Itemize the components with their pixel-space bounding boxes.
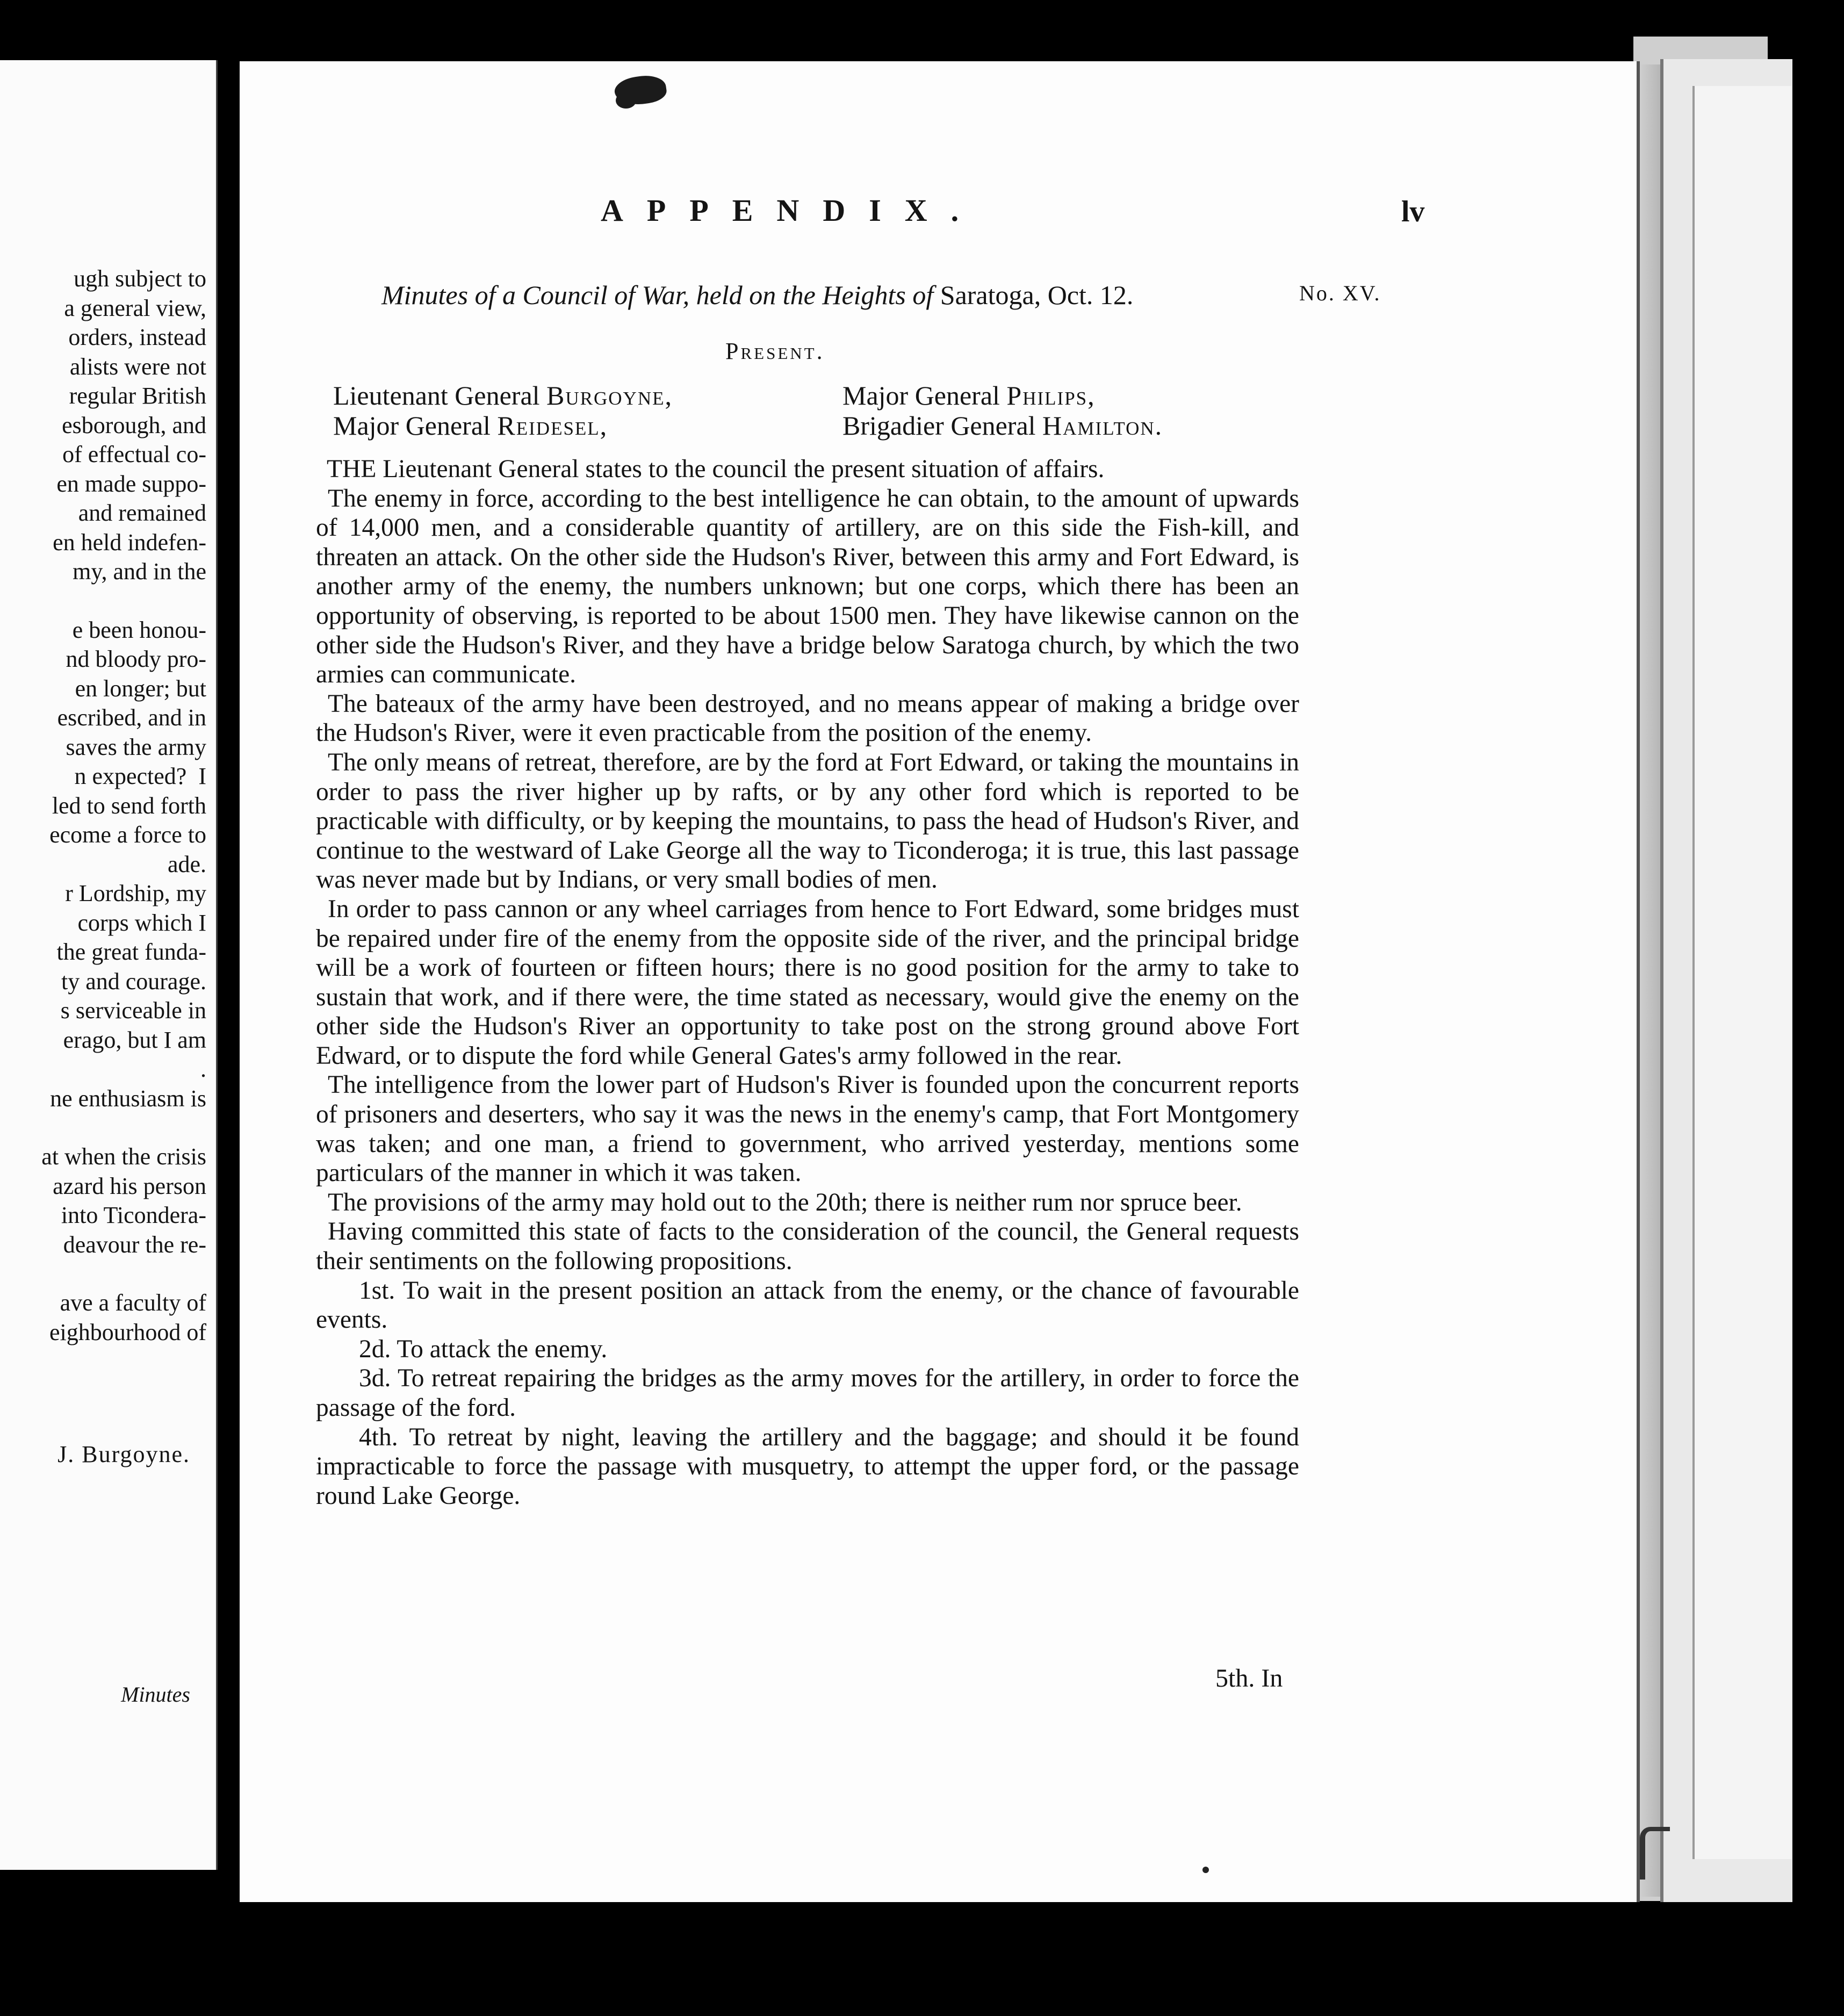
- left-page-line: and remained: [78, 500, 206, 526]
- left-page-line: ugh subject to: [74, 265, 206, 292]
- attendee-name: Burgoyne,: [546, 380, 673, 411]
- ink-speck: [1202, 1867, 1209, 1873]
- left-page-line: [0, 587, 206, 616]
- ink-blot-drop: [616, 92, 636, 109]
- attendee: [333, 380, 673, 411]
- left-page-line: saves the army: [66, 733, 206, 760]
- attendee-rank: Major General: [333, 411, 491, 441]
- page-number: lv: [1401, 195, 1425, 228]
- left-page-line: e been honou-: [72, 616, 206, 643]
- document-number: No. XV.: [1299, 281, 1381, 305]
- paragraph: The bateaux of the army have been destroyed, and no means appear of making a bridge over the Hudson's River, were it even practicable from the position of the enemy.: [316, 689, 1299, 747]
- left-catchword: Minutes: [121, 1682, 190, 1707]
- paragraph: 2d. To attack the enemy.: [359, 1335, 608, 1363]
- document-title: [381, 279, 1133, 311]
- left-page-line: en held indefen-: [53, 529, 206, 556]
- attendee-rank: Brigadier General: [842, 411, 1036, 441]
- left-page-line: a general view,: [64, 294, 206, 321]
- left-page-line: r Lordship, my: [65, 880, 206, 906]
- left-page-line: into Ticondera-: [61, 1202, 206, 1228]
- left-facing-page: [0, 60, 218, 1870]
- paragraph: Having committed this state of facts to the consideration of the council, the General requests their sentiments on the following propositions.: [316, 1218, 1299, 1276]
- left-page-line: my, and in the: [73, 558, 206, 585]
- left-page-line: azard his person: [53, 1172, 206, 1199]
- left-page-line: n expected? I: [74, 763, 206, 789]
- left-page-line: en longer; but: [75, 675, 206, 702]
- left-page-line: erago, but I am: [63, 1026, 206, 1053]
- left-page-text: [0, 264, 206, 1347]
- left-page-line: led to send forth: [52, 792, 206, 819]
- left-page-line: ty and courage.: [61, 968, 206, 995]
- left-page-line: nd bloody pro-: [66, 646, 206, 672]
- attendee-name: Reidesel,: [497, 411, 608, 441]
- present-heading: Present.: [725, 338, 825, 364]
- body-text: [316, 455, 1299, 1510]
- paragraph: The intelligence from the lower part of Hudson's River is founded upon the concurrent reports of prisoners and deserters, who say it was the news in the enemy's camp, that Fort Montgomery was taken; and one man, a friend to government, who arrived yesterday, mentions some particulars of the manner in which it was taken.: [316, 1071, 1299, 1187]
- left-page-line: .: [200, 1056, 206, 1082]
- paragraph: THE Lieutenant General states to the council the present situation of affairs.: [327, 455, 1105, 483]
- paragraph: 4th. To retreat by night, leaving the artillery and the baggage; and should it be found impracticable to force the passage with musquetry, to attempt the upper ford, or the passage round Lake George.: [316, 1423, 1299, 1510]
- left-page-line: s serviceable in: [60, 997, 206, 1024]
- paragraph: 3d. To retreat repairing the bridges as the army moves for the artillery, in order to force the passage of the ford.: [316, 1364, 1299, 1422]
- left-page-line: ne enthusiasm is: [50, 1085, 206, 1112]
- page-stack-edge-3: [1692, 86, 1791, 1859]
- left-page-line: [0, 1259, 206, 1288]
- left-page-line: alists were not: [69, 353, 206, 380]
- paragraph: The provisions of the army may hold out to the 20th; there is neither rum nor spruce beer.: [328, 1188, 1242, 1216]
- attendee: [333, 411, 608, 441]
- left-page-line: corps which I: [77, 909, 206, 936]
- left-page-line: at when the crisis: [41, 1143, 206, 1170]
- left-signature: J. Burgoyne.: [57, 1441, 190, 1467]
- left-page-line: eighbourhood of: [49, 1319, 206, 1345]
- attendee-name: Philips,: [1006, 380, 1096, 411]
- left-page-line: the great funda-: [56, 939, 206, 965]
- left-page-line: escribed, and in: [57, 704, 206, 731]
- paragraph: The enemy in force, according to the best intelligence he can obtain, to the amount of upwards of 14,000 men, and a considerable quantity of artillery, are on this side the Fish-kill, and threaten an attack. On the other side the Hudson's River, between this army and Fort Edward, is another army of the enemy, the numbers unknown; but one corps, which there has been an opportunity of observing, is reported to be about 1500 men. They have likewise cannon on the other side the Hudson's River, and they have a bridge below Saratoga church, by which the two armies can communicate.: [316, 484, 1299, 689]
- paragraph: 1st. To wait in the present position an attack from the enemy, or the chance of favourable events.: [316, 1276, 1299, 1334]
- binding-mark: [1640, 1827, 1670, 1880]
- left-page-line: of effectual co-: [62, 441, 206, 467]
- attendee: [842, 411, 1163, 441]
- document-title-italic: Minutes of a Council of War, held on the Heights of: [381, 280, 934, 310]
- paragraph: In order to pass cannon or any wheel carriages from hence to Fort Edward, some bridges must be repaired under fire of the enemy from the opposite side of the river, and the principal bridge will be a work of fourteen or fifteen hours; there is no good position for the army to take to sustain that work, and if there were, the time stated as necessary, would give the enemy on the other side the Hudson's River an opportunity to take post on the strong ground above Fort Edward, or to dispute the ford while General Gates's army followed in the rear.: [316, 895, 1299, 1070]
- attendee-rank: Major General: [842, 380, 1000, 411]
- attendee-rank: Lieutenant General: [333, 380, 540, 411]
- attendee-name: Hamilton.: [1042, 411, 1163, 441]
- left-page-line: orders, instead: [68, 324, 206, 350]
- left-page-line: regular British: [69, 383, 206, 409]
- paragraph: The only means of retreat, therefore, are by the ford at Fort Edward, or taking the mountains in order to pass the river higher up by rafts, or by any other ford which is reported to be practicable with difficulty, or by keeping the mountains, to pass the head of Hudson's River, and continue to the westward of Lake George all the way to Ticonderoga; it is true, this last passage was never made but by Indians, or very small bodies of men.: [316, 748, 1299, 894]
- attendee: [842, 380, 1096, 411]
- left-page-line: ade.: [167, 851, 206, 877]
- document-title-place: Saratoga, Oct. 12.: [940, 280, 1134, 310]
- left-page-line: en made suppo-: [56, 470, 206, 497]
- running-title: APPENDIX.: [601, 193, 983, 228]
- left-page-line: esborough, and: [62, 412, 206, 438]
- left-page-line: ecome a force to: [49, 822, 206, 848]
- catchword: 5th. In: [1215, 1664, 1283, 1693]
- left-page-line: [0, 1113, 206, 1142]
- left-page-line: ave a faculty of: [60, 1290, 206, 1316]
- left-page-line: deavour the re-: [63, 1231, 206, 1258]
